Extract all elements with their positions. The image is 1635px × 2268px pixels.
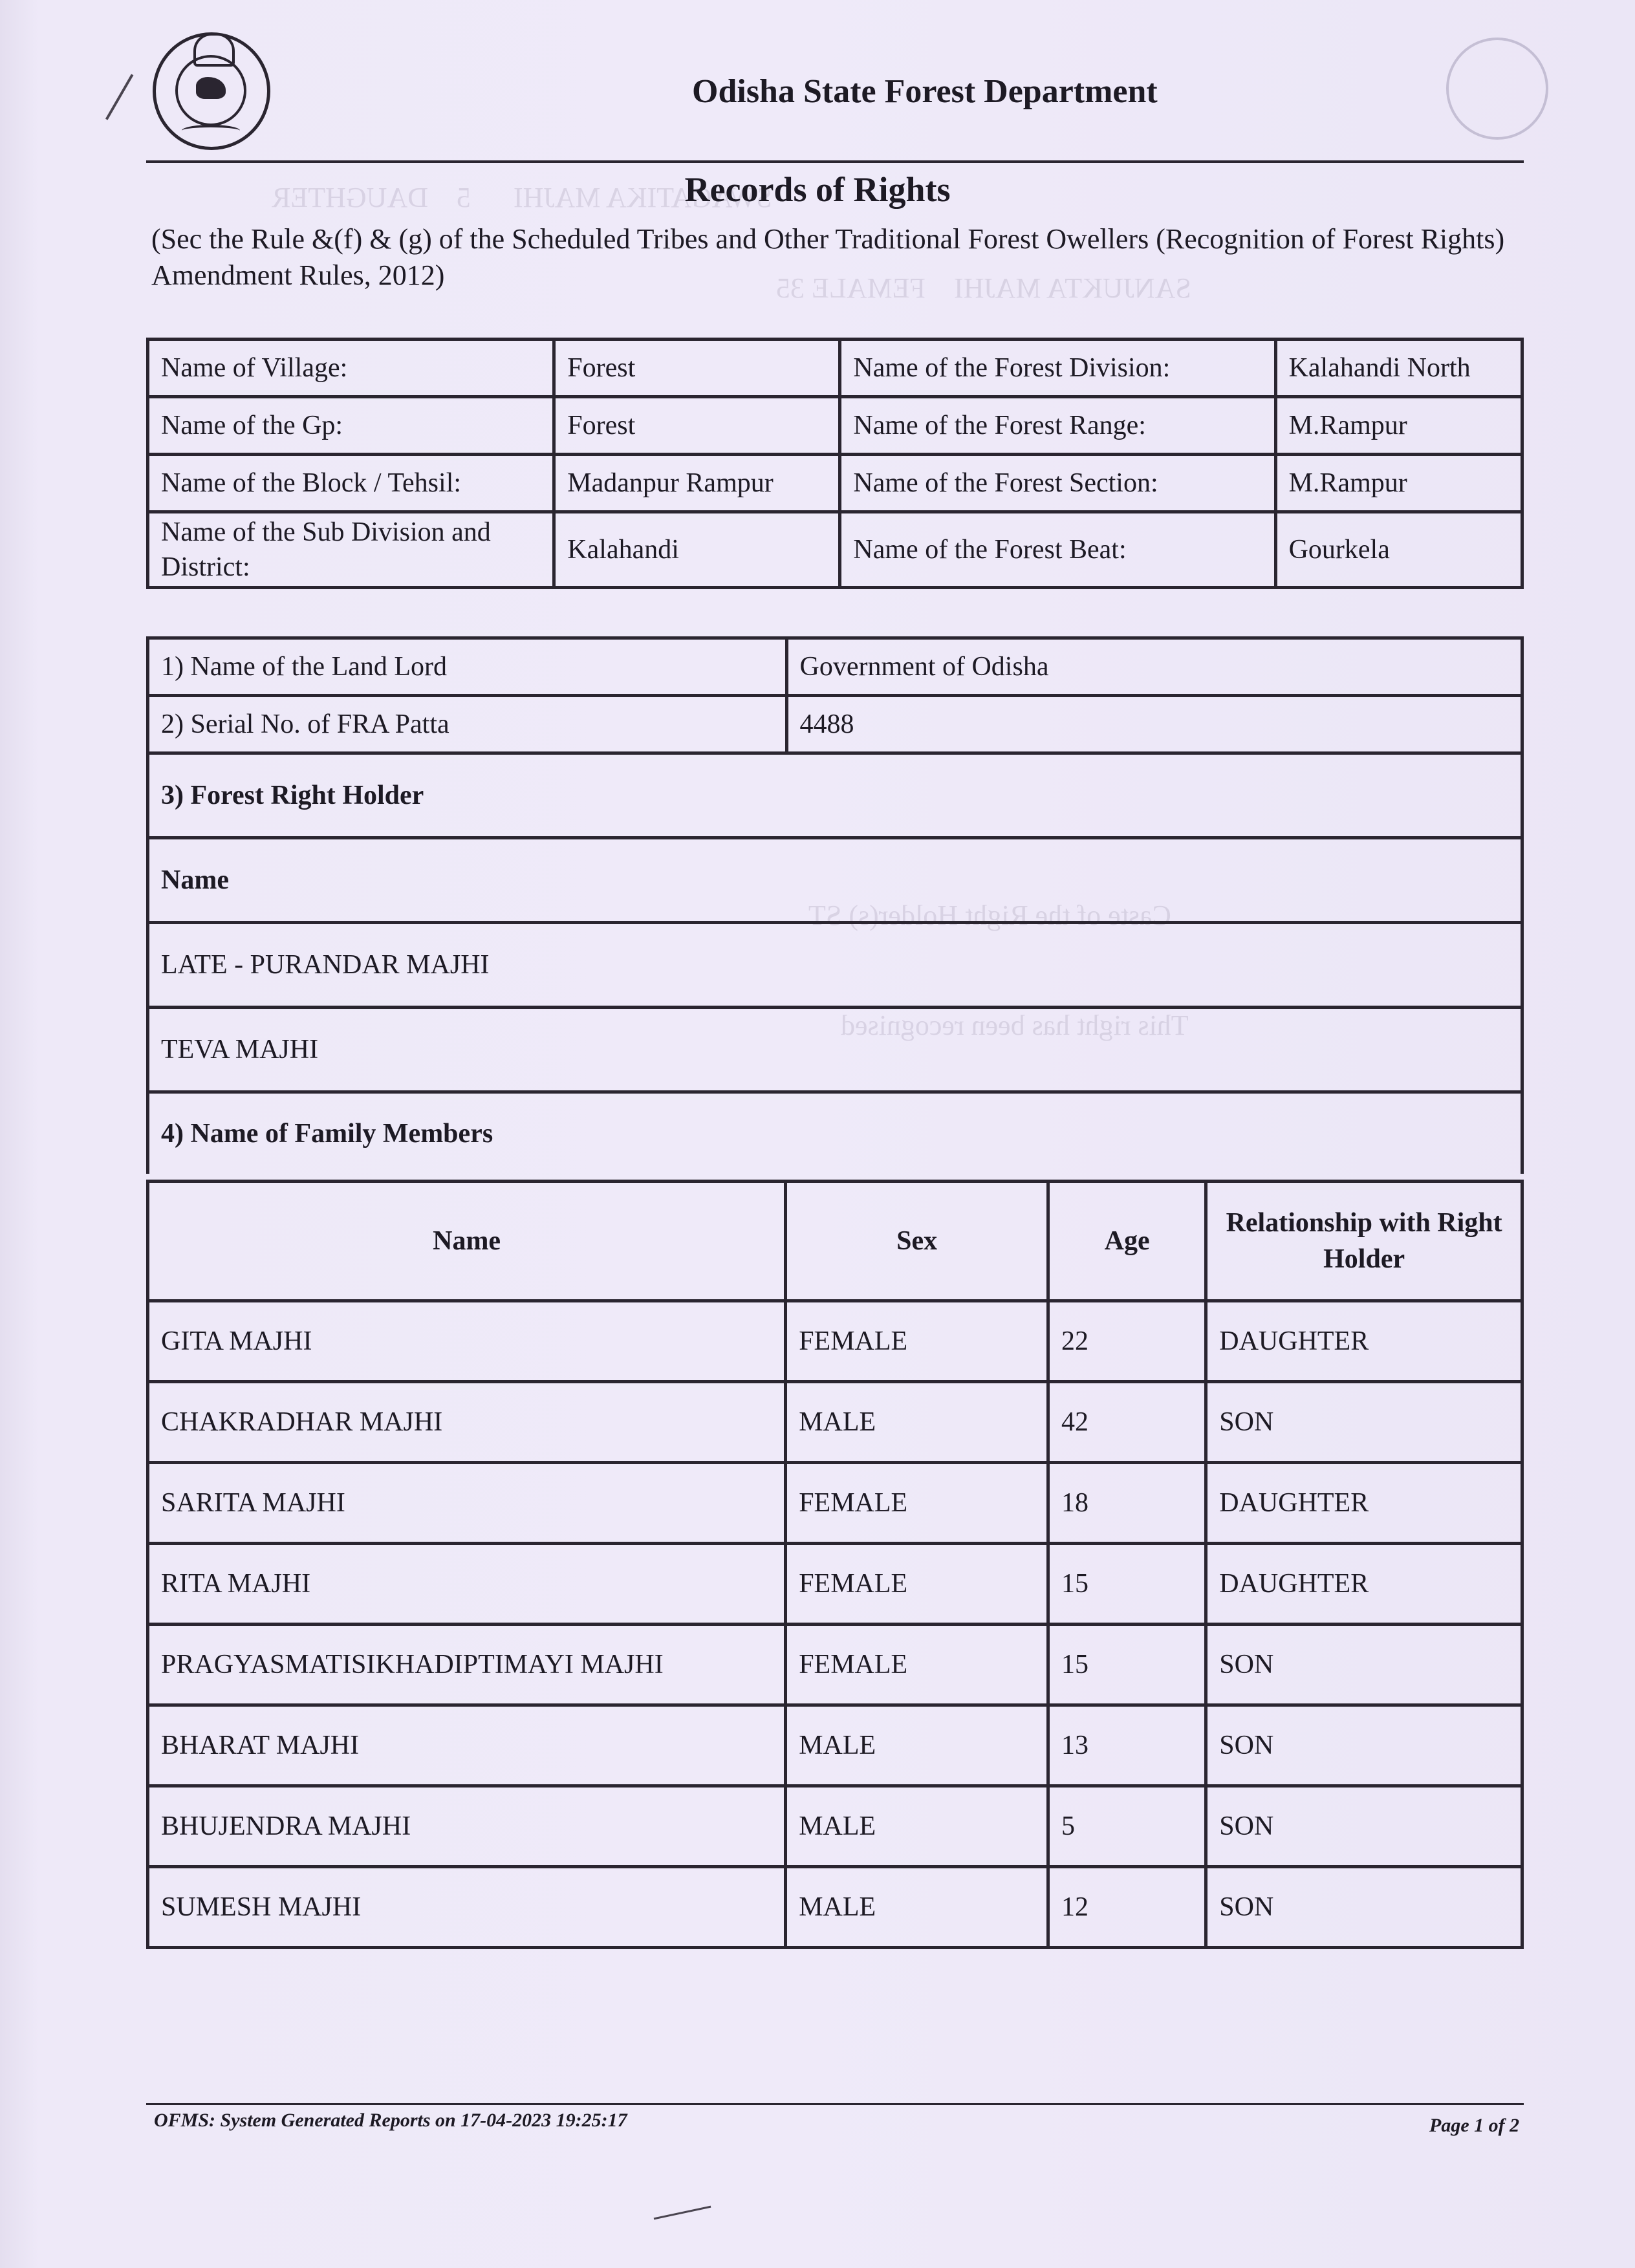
- member-age: 42: [1048, 1382, 1206, 1463]
- member-relationship: SON: [1206, 1625, 1522, 1705]
- table-row: [148, 1625, 1522, 1705]
- odisha-emblem-icon: [153, 32, 270, 150]
- table-row: [148, 1544, 1522, 1625]
- landlord-value: Government of Odisha: [786, 638, 1522, 696]
- block-value: Madanpur Rampur: [554, 455, 840, 512]
- family-table: [146, 1180, 1524, 1949]
- member-age: 12: [1048, 1867, 1206, 1948]
- table-row: [148, 340, 1522, 397]
- member-name: SUMESH MAJHI: [148, 1867, 786, 1948]
- member-relationship: DAUGHTER: [1206, 1301, 1522, 1382]
- table-row: [148, 455, 1522, 512]
- member-sex: FEMALE: [786, 1463, 1048, 1544]
- show-through-text: SANJUKTA MAJHI FEMALE 35: [776, 272, 1191, 304]
- beat-value: Gourkela: [1275, 512, 1522, 588]
- subdivision-label: Name of the Sub Division and District:: [148, 512, 554, 588]
- member-name: BHUJENDRA MAJHI: [148, 1786, 786, 1867]
- table-row: [148, 696, 1522, 753]
- member-name: PRAGYASMATISIKHADIPTIMAYI MAJHI: [148, 1625, 786, 1705]
- member-age: 5: [1048, 1786, 1206, 1867]
- right-holder-heading: 3) Forest Right Holder: [148, 753, 1522, 838]
- village-label: Name of Village:: [148, 340, 554, 397]
- member-sex: MALE: [786, 1867, 1048, 1948]
- landlord-label: 1) Name of the Land Lord: [148, 638, 787, 696]
- member-relationship: SON: [1206, 1786, 1522, 1867]
- table-row: [148, 512, 1522, 588]
- generated-timestamp: OFMS: System Generated Reports on 17-04-2023 19:25:17: [154, 2110, 627, 2131]
- member-name: BHARAT MAJHI: [148, 1705, 786, 1786]
- subdivision-value: Kalahandi: [554, 512, 840, 588]
- location-table: [146, 338, 1524, 589]
- column-header-name: Name: [148, 1182, 786, 1301]
- show-through-text: SWAGATIKA MAJHI 5 DAUGHTER: [272, 182, 772, 213]
- table-row: [148, 1008, 1522, 1092]
- table-row: [148, 1382, 1522, 1463]
- table-header-row: [148, 1182, 1522, 1301]
- family-heading: 4) Name of Family Members: [148, 1092, 1522, 1174]
- name-heading: Name: [148, 838, 1522, 923]
- member-name: RITA MAJHI: [148, 1544, 786, 1625]
- table-row: [148, 838, 1522, 923]
- member-name: SARITA MAJHI: [148, 1463, 786, 1544]
- holder-name: LATE - PURANDAR MAJHI: [148, 923, 1522, 1008]
- emblem-text-arc: [182, 125, 240, 136]
- column-header-relationship: Relationship with Right Holder: [1206, 1182, 1522, 1301]
- member-relationship: SON: [1206, 1382, 1522, 1463]
- serial-value: 4488: [786, 696, 1522, 753]
- member-sex: FEMALE: [786, 1544, 1048, 1625]
- footer-rule: [146, 2103, 1524, 2105]
- show-through-text: Caste of the Right Holder(s) ST: [808, 900, 1171, 931]
- beat-label: Name of the Forest Beat:: [840, 512, 1275, 588]
- division-value: Kalahandi North: [1275, 340, 1522, 397]
- division-label: Name of the Forest Division:: [840, 340, 1275, 397]
- department-title: Odisha State Forest Department: [692, 73, 1158, 110]
- member-age: 15: [1048, 1544, 1206, 1625]
- gp-label: Name of the Gp:: [148, 397, 554, 455]
- document-title: Records of Rights: [684, 170, 951, 209]
- table-row: [148, 753, 1522, 838]
- table-row: [148, 397, 1522, 455]
- gp-value: Forest: [554, 397, 840, 455]
- member-sex: FEMALE: [786, 1301, 1048, 1382]
- rule-reference: (Sec the Rule &(f) & (g) of the Scheduled Tribes and Other Traditional Forest Owellers (Recognition of Forest Rights) Amendment Rules, 2012): [151, 223, 1505, 291]
- table-row: [148, 1463, 1522, 1544]
- show-through-text: This right has been recognised: [841, 1010, 1189, 1041]
- table-row: [148, 1867, 1522, 1948]
- member-sex: MALE: [786, 1382, 1048, 1463]
- member-age: 22: [1048, 1301, 1206, 1382]
- holder-table: [146, 636, 1524, 1174]
- block-label: Name of the Block / Tehsil:: [148, 455, 554, 512]
- faint-stamp: [1446, 38, 1548, 140]
- table-row: [148, 1092, 1522, 1174]
- member-relationship: DAUGHTER: [1206, 1463, 1522, 1544]
- table-row: [148, 1786, 1522, 1867]
- holder-name: TEVA MAJHI: [148, 1008, 1522, 1092]
- column-header-sex: Sex: [786, 1182, 1048, 1301]
- member-relationship: SON: [1206, 1705, 1522, 1786]
- page-number: Page 1 of 2: [1429, 2115, 1520, 2136]
- table-row: [148, 638, 1522, 696]
- section-value: M.Rampur: [1275, 455, 1522, 512]
- table-row: [148, 923, 1522, 1008]
- serial-label: 2) Serial No. of FRA Patta: [148, 696, 787, 753]
- member-age: 18: [1048, 1463, 1206, 1544]
- member-sex: MALE: [786, 1705, 1048, 1786]
- header-rule: [146, 160, 1524, 163]
- table-row: [148, 1705, 1522, 1786]
- member-age: 13: [1048, 1705, 1206, 1786]
- member-name: GITA MAJHI: [148, 1301, 786, 1382]
- village-value: Forest: [554, 340, 840, 397]
- member-name: CHAKRADHAR MAJHI: [148, 1382, 786, 1463]
- emblem-inner-ring: [175, 55, 246, 126]
- member-sex: FEMALE: [786, 1625, 1048, 1705]
- member-sex: MALE: [786, 1786, 1048, 1867]
- member-relationship: SON: [1206, 1867, 1522, 1948]
- range-value: M.Rampur: [1275, 397, 1522, 455]
- member-age: 15: [1048, 1625, 1206, 1705]
- column-header-age: Age: [1048, 1182, 1206, 1301]
- table-row: [148, 1301, 1522, 1382]
- section-label: Name of the Forest Section:: [840, 455, 1275, 512]
- range-label: Name of the Forest Range:: [840, 397, 1275, 455]
- member-relationship: DAUGHTER: [1206, 1544, 1522, 1625]
- emblem-elephant: [196, 77, 226, 99]
